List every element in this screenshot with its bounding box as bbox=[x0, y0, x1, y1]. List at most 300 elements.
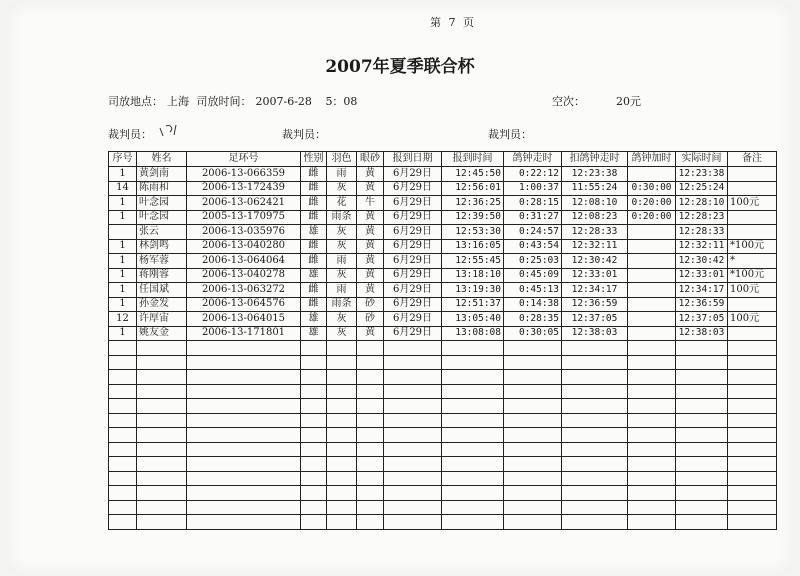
release-place-value: 上海 bbox=[167, 95, 189, 108]
cell-color: 雨 bbox=[327, 254, 357, 269]
cell-clock: 0:43:54 bbox=[504, 239, 562, 254]
blank-cell bbox=[442, 413, 504, 428]
blank-cell bbox=[137, 355, 187, 370]
cell-no: 1 bbox=[109, 254, 137, 269]
cell-time: 13:18:10 bbox=[442, 268, 504, 283]
cell-ring: 2006-13-172439 bbox=[187, 181, 301, 196]
cell-date: 6月29日 bbox=[384, 268, 442, 283]
blank-table-row bbox=[109, 457, 777, 472]
blank-cell bbox=[628, 341, 676, 356]
cell-date: 6月29日 bbox=[384, 181, 442, 196]
header-name: 姓名 bbox=[137, 152, 187, 167]
cell-name: 黄剑南 bbox=[137, 167, 187, 182]
blank-cell bbox=[562, 500, 628, 515]
cell-actual: 12:37:05 bbox=[676, 312, 728, 327]
blank-cell bbox=[562, 486, 628, 501]
blank-cell bbox=[676, 457, 728, 472]
cell-time: 13:16:05 bbox=[442, 239, 504, 254]
release-time-value: 2007-6-28 bbox=[255, 95, 312, 108]
blank-cell bbox=[301, 471, 327, 486]
table-row bbox=[109, 297, 777, 312]
cell-add bbox=[628, 239, 676, 254]
cell-ring: 2006-13-064015 bbox=[187, 312, 301, 327]
blank-cell bbox=[357, 457, 384, 472]
cell-eye: 黄 bbox=[357, 167, 384, 182]
blank-cell bbox=[442, 486, 504, 501]
blank-cell bbox=[327, 500, 357, 515]
cell-eye: 黄 bbox=[357, 326, 384, 341]
blank-cell bbox=[628, 370, 676, 385]
blank-cell bbox=[628, 399, 676, 414]
blank-cell bbox=[628, 442, 676, 457]
cell-no: 1 bbox=[109, 196, 137, 211]
cell-actual: 12:38:03 bbox=[676, 326, 728, 341]
blank-cell bbox=[728, 341, 777, 356]
blank-cell bbox=[357, 471, 384, 486]
blank-cell bbox=[327, 457, 357, 472]
blank-cell bbox=[728, 413, 777, 428]
cell-time: 13:19:30 bbox=[442, 283, 504, 298]
cell-add bbox=[628, 268, 676, 283]
blank-cell bbox=[628, 500, 676, 515]
blank-table-row bbox=[109, 355, 777, 370]
cell-clock: 0:14:38 bbox=[504, 297, 562, 312]
blank-cell bbox=[442, 370, 504, 385]
cell-deduct: 12:32:11 bbox=[562, 239, 628, 254]
cell-note: 100元 bbox=[728, 283, 777, 298]
blank-cell bbox=[384, 370, 442, 385]
cell-no: 1 bbox=[109, 297, 137, 312]
cell-deduct: 12:33:01 bbox=[562, 268, 628, 283]
blank-cell bbox=[628, 515, 676, 530]
blank-cell bbox=[109, 486, 137, 501]
table-header-row bbox=[109, 152, 777, 167]
blank-cell bbox=[728, 428, 777, 443]
cell-no: 12 bbox=[109, 312, 137, 327]
blank-cell bbox=[728, 457, 777, 472]
cell-date: 6月29日 bbox=[384, 297, 442, 312]
cell-clock: 0:28:35 bbox=[504, 312, 562, 327]
blank-cell bbox=[109, 500, 137, 515]
blank-cell bbox=[562, 413, 628, 428]
blank-cell bbox=[187, 457, 301, 472]
blank-cell bbox=[728, 442, 777, 457]
cell-eye: 黄 bbox=[357, 283, 384, 298]
blank-cell bbox=[109, 471, 137, 486]
header-note: 备注 bbox=[728, 152, 777, 167]
blank-cell bbox=[327, 384, 357, 399]
blank-cell bbox=[327, 399, 357, 414]
blank-cell bbox=[384, 428, 442, 443]
table-row bbox=[109, 312, 777, 327]
blank-cell bbox=[676, 384, 728, 399]
blank-cell bbox=[109, 384, 137, 399]
blank-cell bbox=[137, 384, 187, 399]
blank-cell bbox=[187, 471, 301, 486]
cell-actual: 12:34:17 bbox=[676, 283, 728, 298]
cell-clock: 0:22:12 bbox=[504, 167, 562, 182]
cell-note bbox=[728, 225, 777, 240]
table-row bbox=[109, 254, 777, 269]
blank-cell bbox=[676, 442, 728, 457]
blank-cell bbox=[442, 457, 504, 472]
cell-eye: 砂 bbox=[357, 297, 384, 312]
blank-cell bbox=[301, 515, 327, 530]
cell-note bbox=[728, 326, 777, 341]
results-table bbox=[108, 151, 777, 530]
blank-cell bbox=[137, 370, 187, 385]
judge-label-3: 裁判员： bbox=[488, 128, 532, 141]
blank-cell bbox=[628, 384, 676, 399]
cell-note bbox=[728, 297, 777, 312]
blank-cell bbox=[442, 399, 504, 414]
blank-cell bbox=[562, 399, 628, 414]
header-date: 报到日期 bbox=[384, 152, 442, 167]
blank-cell bbox=[442, 428, 504, 443]
cell-name: 叶念园 bbox=[137, 196, 187, 211]
cell-clock: 1:00:37 bbox=[504, 181, 562, 196]
blank-table-row bbox=[109, 399, 777, 414]
cell-no: 1 bbox=[109, 167, 137, 182]
cell-date: 6月29日 bbox=[384, 312, 442, 327]
blank-cell bbox=[301, 341, 327, 356]
cell-deduct: 12:23:38 bbox=[562, 167, 628, 182]
blank-table-row bbox=[109, 428, 777, 443]
judge-label-2: 裁判员： bbox=[282, 128, 326, 141]
blank-cell bbox=[109, 370, 137, 385]
blank-cell bbox=[137, 428, 187, 443]
blank-cell bbox=[728, 486, 777, 501]
blank-cell bbox=[728, 355, 777, 370]
cell-time: 13:05:40 bbox=[442, 312, 504, 327]
cell-eye: 黄 bbox=[357, 181, 384, 196]
cell-clock: 0:45:09 bbox=[504, 268, 562, 283]
release-place-label: 司放地点： bbox=[108, 95, 163, 108]
cell-add bbox=[628, 225, 676, 240]
cell-ring: 2006-13-063272 bbox=[187, 283, 301, 298]
cell-clock: 0:30:05 bbox=[504, 326, 562, 341]
cell-color: 雨条 bbox=[327, 210, 357, 225]
blank-cell bbox=[357, 384, 384, 399]
cell-eye: 黄 bbox=[357, 239, 384, 254]
blank-cell bbox=[109, 515, 137, 530]
blank-cell bbox=[357, 515, 384, 530]
cell-name: 孙金发 bbox=[137, 297, 187, 312]
cell-sex: 雌 bbox=[301, 283, 327, 298]
table-row bbox=[109, 196, 777, 211]
blank-cell bbox=[562, 355, 628, 370]
blank-cell bbox=[301, 442, 327, 457]
blank-cell bbox=[109, 457, 137, 472]
cell-color: 雨 bbox=[327, 283, 357, 298]
blank-cell bbox=[676, 486, 728, 501]
blank-table-row bbox=[109, 384, 777, 399]
cell-eye: 牛 bbox=[357, 196, 384, 211]
blank-cell bbox=[504, 399, 562, 414]
blank-cell bbox=[109, 428, 137, 443]
blank-cell bbox=[504, 355, 562, 370]
blank-cell bbox=[442, 500, 504, 515]
blank-cell bbox=[357, 341, 384, 356]
cell-ring: 2006-13-040280 bbox=[187, 239, 301, 254]
cell-clock: 0:28:15 bbox=[504, 196, 562, 211]
cell-note: 100元 bbox=[728, 312, 777, 327]
release-time-label: 司放时间： bbox=[196, 95, 252, 108]
blank-table-row bbox=[109, 500, 777, 515]
blank-cell bbox=[327, 355, 357, 370]
cell-name: 张云 bbox=[137, 225, 187, 240]
cell-date: 6月29日 bbox=[384, 225, 442, 240]
cell-name: 叶念园 bbox=[137, 210, 187, 225]
sky-label: 空次： bbox=[552, 95, 585, 108]
cell-time: 12:39:50 bbox=[442, 210, 504, 225]
blank-cell bbox=[357, 355, 384, 370]
cell-ring: 2006-13-035976 bbox=[187, 225, 301, 240]
cell-name: 陈雨和 bbox=[137, 181, 187, 196]
blank-cell bbox=[728, 384, 777, 399]
blank-cell bbox=[327, 428, 357, 443]
cell-sex: 雄 bbox=[301, 268, 327, 283]
blank-cell bbox=[384, 500, 442, 515]
blank-cell bbox=[187, 442, 301, 457]
blank-cell bbox=[442, 384, 504, 399]
blank-cell bbox=[504, 442, 562, 457]
blank-cell bbox=[301, 370, 327, 385]
blank-cell bbox=[384, 515, 442, 530]
cell-sex: 雌 bbox=[301, 181, 327, 196]
blank-table-row bbox=[109, 370, 777, 385]
blank-cell bbox=[327, 413, 357, 428]
blank-cell bbox=[357, 399, 384, 414]
handwritten-mark bbox=[150, 122, 190, 142]
blank-table-row bbox=[109, 471, 777, 486]
blank-cell bbox=[327, 442, 357, 457]
cell-date: 6月29日 bbox=[384, 239, 442, 254]
blank-cell bbox=[301, 457, 327, 472]
blank-cell bbox=[301, 355, 327, 370]
blank-cell bbox=[301, 384, 327, 399]
cell-actual: 12:25:24 bbox=[676, 181, 728, 196]
blank-cell bbox=[137, 442, 187, 457]
cell-ring: 2006-13-062421 bbox=[187, 196, 301, 211]
blank-cell bbox=[384, 471, 442, 486]
blank-cell bbox=[504, 370, 562, 385]
blank-cell bbox=[137, 399, 187, 414]
cell-no: 1 bbox=[109, 210, 137, 225]
header-eye: 眼砂 bbox=[357, 152, 384, 167]
blank-cell bbox=[442, 515, 504, 530]
blank-cell bbox=[301, 500, 327, 515]
cell-date: 6月29日 bbox=[384, 326, 442, 341]
cell-name: 蒋刚蓉 bbox=[137, 268, 187, 283]
blank-cell bbox=[504, 384, 562, 399]
cell-actual: 12:28:33 bbox=[676, 225, 728, 240]
cell-clock: 0:25:03 bbox=[504, 254, 562, 269]
blank-cell bbox=[384, 486, 442, 501]
blank-cell bbox=[728, 500, 777, 515]
header-add: 鸽钟加时 bbox=[628, 152, 676, 167]
blank-table-row bbox=[109, 413, 777, 428]
cell-add: 0:20:00 bbox=[628, 196, 676, 211]
cell-time: 12:56:01 bbox=[442, 181, 504, 196]
header-clock: 鸽钟走时 bbox=[504, 152, 562, 167]
cell-deduct: 12:08:23 bbox=[562, 210, 628, 225]
blank-cell bbox=[327, 515, 357, 530]
table-row bbox=[109, 283, 777, 298]
blank-cell bbox=[504, 500, 562, 515]
blank-cell bbox=[728, 471, 777, 486]
cell-time: 12:45:50 bbox=[442, 167, 504, 182]
cell-time: 12:55:45 bbox=[442, 254, 504, 269]
cell-sex: 雄 bbox=[301, 312, 327, 327]
cell-color: 花 bbox=[327, 196, 357, 211]
cell-clock: 0:45:13 bbox=[504, 283, 562, 298]
cell-date: 6月29日 bbox=[384, 196, 442, 211]
cell-sex: 雄 bbox=[301, 225, 327, 240]
judge-label-1: 裁判员： bbox=[108, 128, 152, 141]
blank-cell bbox=[442, 442, 504, 457]
cell-actual: 12:28:23 bbox=[676, 210, 728, 225]
blank-cell bbox=[562, 442, 628, 457]
blank-cell bbox=[504, 341, 562, 356]
blank-cell bbox=[676, 428, 728, 443]
blank-cell bbox=[187, 428, 301, 443]
cell-actual: 12:33:01 bbox=[676, 268, 728, 283]
cell-ring: 2006-13-040278 bbox=[187, 268, 301, 283]
cell-color: 灰 bbox=[327, 239, 357, 254]
header-color: 羽色 bbox=[327, 152, 357, 167]
blank-cell bbox=[562, 471, 628, 486]
header-ring: 足环号 bbox=[187, 152, 301, 167]
blank-cell bbox=[357, 442, 384, 457]
blank-cell bbox=[137, 413, 187, 428]
blank-cell bbox=[676, 515, 728, 530]
cell-ring: 2006-13-066359 bbox=[187, 167, 301, 182]
blank-cell bbox=[504, 428, 562, 443]
cell-no: 1 bbox=[109, 283, 137, 298]
cell-sex: 雄 bbox=[301, 326, 327, 341]
cell-actual: 12:23:38 bbox=[676, 167, 728, 182]
cell-deduct: 12:36:59 bbox=[562, 297, 628, 312]
blank-cell bbox=[676, 370, 728, 385]
table-row bbox=[109, 326, 777, 341]
cell-name: 许厚宙 bbox=[137, 312, 187, 327]
cell-ring: 2005-13-170975 bbox=[187, 210, 301, 225]
cell-name: 林剑鸣 bbox=[137, 239, 187, 254]
cell-deduct: 12:38:03 bbox=[562, 326, 628, 341]
cell-add: 0:20:00 bbox=[628, 210, 676, 225]
blank-cell bbox=[327, 471, 357, 486]
blank-cell bbox=[676, 413, 728, 428]
blank-cell bbox=[301, 486, 327, 501]
blank-cell bbox=[384, 457, 442, 472]
blank-cell bbox=[676, 471, 728, 486]
blank-cell bbox=[109, 442, 137, 457]
blank-cell bbox=[728, 515, 777, 530]
sky-value: 20元 bbox=[616, 95, 641, 108]
blank-cell bbox=[301, 428, 327, 443]
cell-date: 6月29日 bbox=[384, 210, 442, 225]
blank-cell bbox=[137, 486, 187, 501]
cell-clock: 0:31:27 bbox=[504, 210, 562, 225]
blank-cell bbox=[504, 457, 562, 472]
cell-add bbox=[628, 283, 676, 298]
blank-cell bbox=[442, 355, 504, 370]
blank-table-row bbox=[109, 341, 777, 356]
blank-cell bbox=[676, 399, 728, 414]
cell-note bbox=[728, 167, 777, 182]
blank-cell bbox=[628, 457, 676, 472]
cell-color: 灰 bbox=[327, 225, 357, 240]
cell-ring: 2006-13-171801 bbox=[187, 326, 301, 341]
cell-no: 1 bbox=[109, 239, 137, 254]
blank-cell bbox=[137, 457, 187, 472]
cell-note: 100元 bbox=[728, 196, 777, 211]
cell-eye: 砂 bbox=[357, 312, 384, 327]
cell-ring: 2006-13-064064 bbox=[187, 254, 301, 269]
table-row bbox=[109, 239, 777, 254]
blank-table-row bbox=[109, 442, 777, 457]
blank-cell bbox=[109, 355, 137, 370]
blank-cell bbox=[562, 428, 628, 443]
cell-time: 13:08:08 bbox=[442, 326, 504, 341]
blank-cell bbox=[137, 471, 187, 486]
cell-sex: 雌 bbox=[301, 254, 327, 269]
cell-add bbox=[628, 167, 676, 182]
table-row bbox=[109, 225, 777, 240]
blank-cell bbox=[504, 486, 562, 501]
cell-note: *100元 bbox=[728, 268, 777, 283]
cell-deduct: 12:34:17 bbox=[562, 283, 628, 298]
blank-table-row bbox=[109, 486, 777, 501]
cell-no: 1 bbox=[109, 326, 137, 341]
cell-time: 12:36:25 bbox=[442, 196, 504, 211]
blank-cell bbox=[676, 500, 728, 515]
blank-cell bbox=[504, 471, 562, 486]
blank-cell bbox=[728, 370, 777, 385]
blank-cell bbox=[301, 413, 327, 428]
header-deduct: 扣鸽钟走时 bbox=[562, 152, 628, 167]
cell-eye: 黄 bbox=[357, 254, 384, 269]
blank-cell bbox=[187, 486, 301, 501]
table-row bbox=[109, 167, 777, 182]
cell-actual: 12:30:42 bbox=[676, 254, 728, 269]
blank-cell bbox=[109, 413, 137, 428]
blank-cell bbox=[384, 341, 442, 356]
cell-eye: 黄 bbox=[357, 210, 384, 225]
cell-sex: 雌 bbox=[301, 239, 327, 254]
cell-actual: 12:28:10 bbox=[676, 196, 728, 211]
cell-no: 1 bbox=[109, 268, 137, 283]
page-number: 第 7 页 bbox=[430, 16, 476, 29]
blank-cell bbox=[109, 341, 137, 356]
header-actual: 实际时间 bbox=[676, 152, 728, 167]
cell-time: 12:51:37 bbox=[442, 297, 504, 312]
blank-cell bbox=[327, 370, 357, 385]
blank-cell bbox=[384, 384, 442, 399]
table-row bbox=[109, 268, 777, 283]
cell-date: 6月29日 bbox=[384, 283, 442, 298]
blank-cell bbox=[384, 399, 442, 414]
blank-cell bbox=[562, 341, 628, 356]
blank-cell bbox=[187, 515, 301, 530]
cell-color: 灰 bbox=[327, 181, 357, 196]
cell-color: 灰 bbox=[327, 326, 357, 341]
cell-note bbox=[728, 181, 777, 196]
cell-date: 6月29日 bbox=[384, 254, 442, 269]
blank-cell bbox=[384, 355, 442, 370]
cell-name: 姚友金 bbox=[137, 326, 187, 341]
